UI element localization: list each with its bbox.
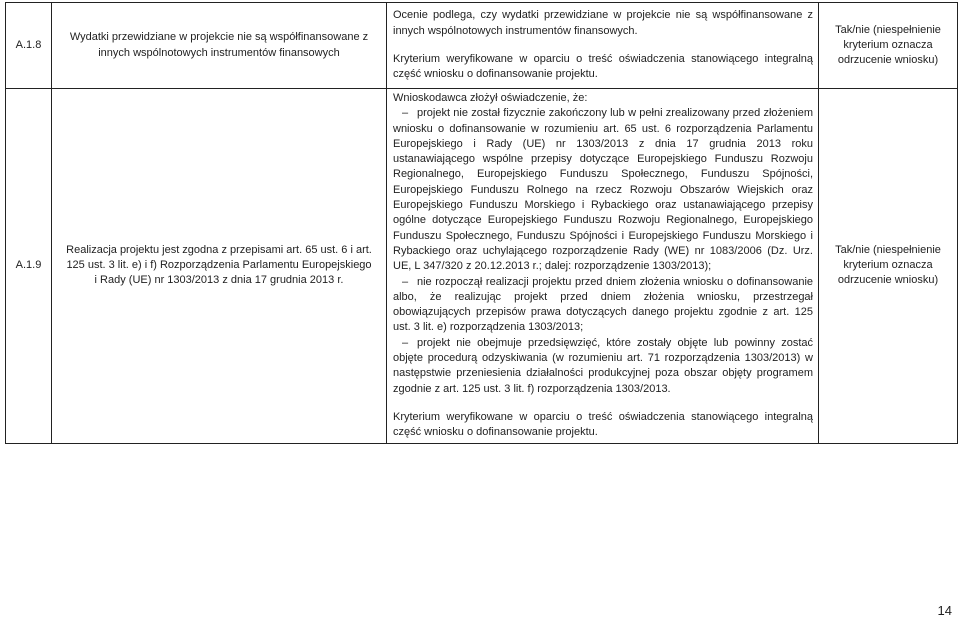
verification-text: Kryterium weryfikowane w oparciu o treść oświadczenia stanowiącego integralną część wniosku o dofinansowanie projektu. xyxy=(393,53,813,81)
statement-intro: Wnioskodawca złożył oświadczenie, że: xyxy=(393,92,588,104)
statement-item: – nie rozpoczął realizacji projektu przed dniem złożenia wniosku o dofinansowanie albo, że realizując projekt przed dniem złożenia wniosku, przestrzegał obowiązujących przepisów prawa dotyczących danego projektu zgodnie z art. 125 ust. 3 lit. e) rozporządzenia 1303/2013; xyxy=(393,275,813,334)
statement-item: – projekt nie został fizycznie zakończony lub w pełni zrealizowany przed złożeniem wniosku o dofinansowanie w rozumieniu art. 65 ust. 6 rozporządzenia Parlamentu Europejskiego i Rady (UE) nr 1303/2013 z dnia 17 grudnia 2013 roku ustanawiającego wspólne przepisy dotyczące Europejskiego Funduszu Rozwoju Regionalnego, Europejskiego Funduszu Społecznego, Funduszu Spójności, Europejskiego Funduszu Rolnego na rzecz Rozwoju Obszarów Wiejskich oraz Europejskiego Funduszu Morskiego i Rybackiego oraz ustanawiającego przepisy ogólne dotyczące Europejskiego Funduszu Rozwoju Regionalnego, Europejskiego Funduszu Społecznego, Funduszu Spójności i Europejskiego Funduszu Morskiego i Rybackiego oraz uchylającego rozporządzenie Rady (WE) nr 1083/2006 (Dz. Urz. UE, L 347/320 z 20.12.2013 r.; dalej: rozporządzenie 1303/2013); xyxy=(393,107,813,273)
dash-bullet-icon: – xyxy=(401,275,409,288)
criterion-id: A.1.8 xyxy=(6,3,52,89)
criteria-row-a-1-9 xyxy=(6,89,958,444)
criterion-name: Wydatki przewidziane w projekcie nie są współfinansowane z innych wspólnotowych instrumentów finansowych xyxy=(52,3,387,89)
criterion-result: Tak/nie (niespełnienie kryterium oznacza odrzucenie wniosku) xyxy=(819,89,958,444)
verification-text: Kryterium weryfikowane w oparciu o treść oświadczenia stanowiącego integralną część wniosku o dofinansowanie projektu. xyxy=(393,410,813,439)
dash-bullet-icon: – xyxy=(401,107,409,120)
description-text: Ocenie podlega, czy wydatki przewidziane w projekcie nie są współfinansowane z innych wspólnotowych instrumentów finansowych. xyxy=(393,9,813,37)
criterion-name: Realizacja projektu jest zgodna z przepisami art. 65 ust. 6 i art. 125 ust. 3 lit. e) i f) Rozporządzenia Parlamentu Europejskiego i Rady (UE) nr 1303/2013 z dnia 17 grudnia 2013 r. xyxy=(52,89,387,444)
page-number: 14 xyxy=(937,603,952,618)
criterion-description xyxy=(387,89,819,444)
criteria-row-a-1-8 xyxy=(6,3,958,89)
criterion-description xyxy=(387,3,819,89)
criteria-table xyxy=(5,2,958,444)
statement-item: – projekt nie obejmuje przedsięwzięć, które zostały objęte lub powinny zostać objęte procedurą odzyskiwania (w rozumieniu art. 71 rozporządzenia 1303/2013) w następstwie przeniesienia działalności produkcyjnej poza obszar objęty programem zgodnie z art. 125 ust. 3 lit. f) rozporządzenia 1303/2013. xyxy=(393,336,813,395)
criterion-id: A.1.9 xyxy=(6,89,52,444)
criterion-result: Tak/nie (niespełnienie kryterium oznacza odrzucenie wniosku) xyxy=(819,3,958,89)
dash-bullet-icon: – xyxy=(401,336,409,349)
